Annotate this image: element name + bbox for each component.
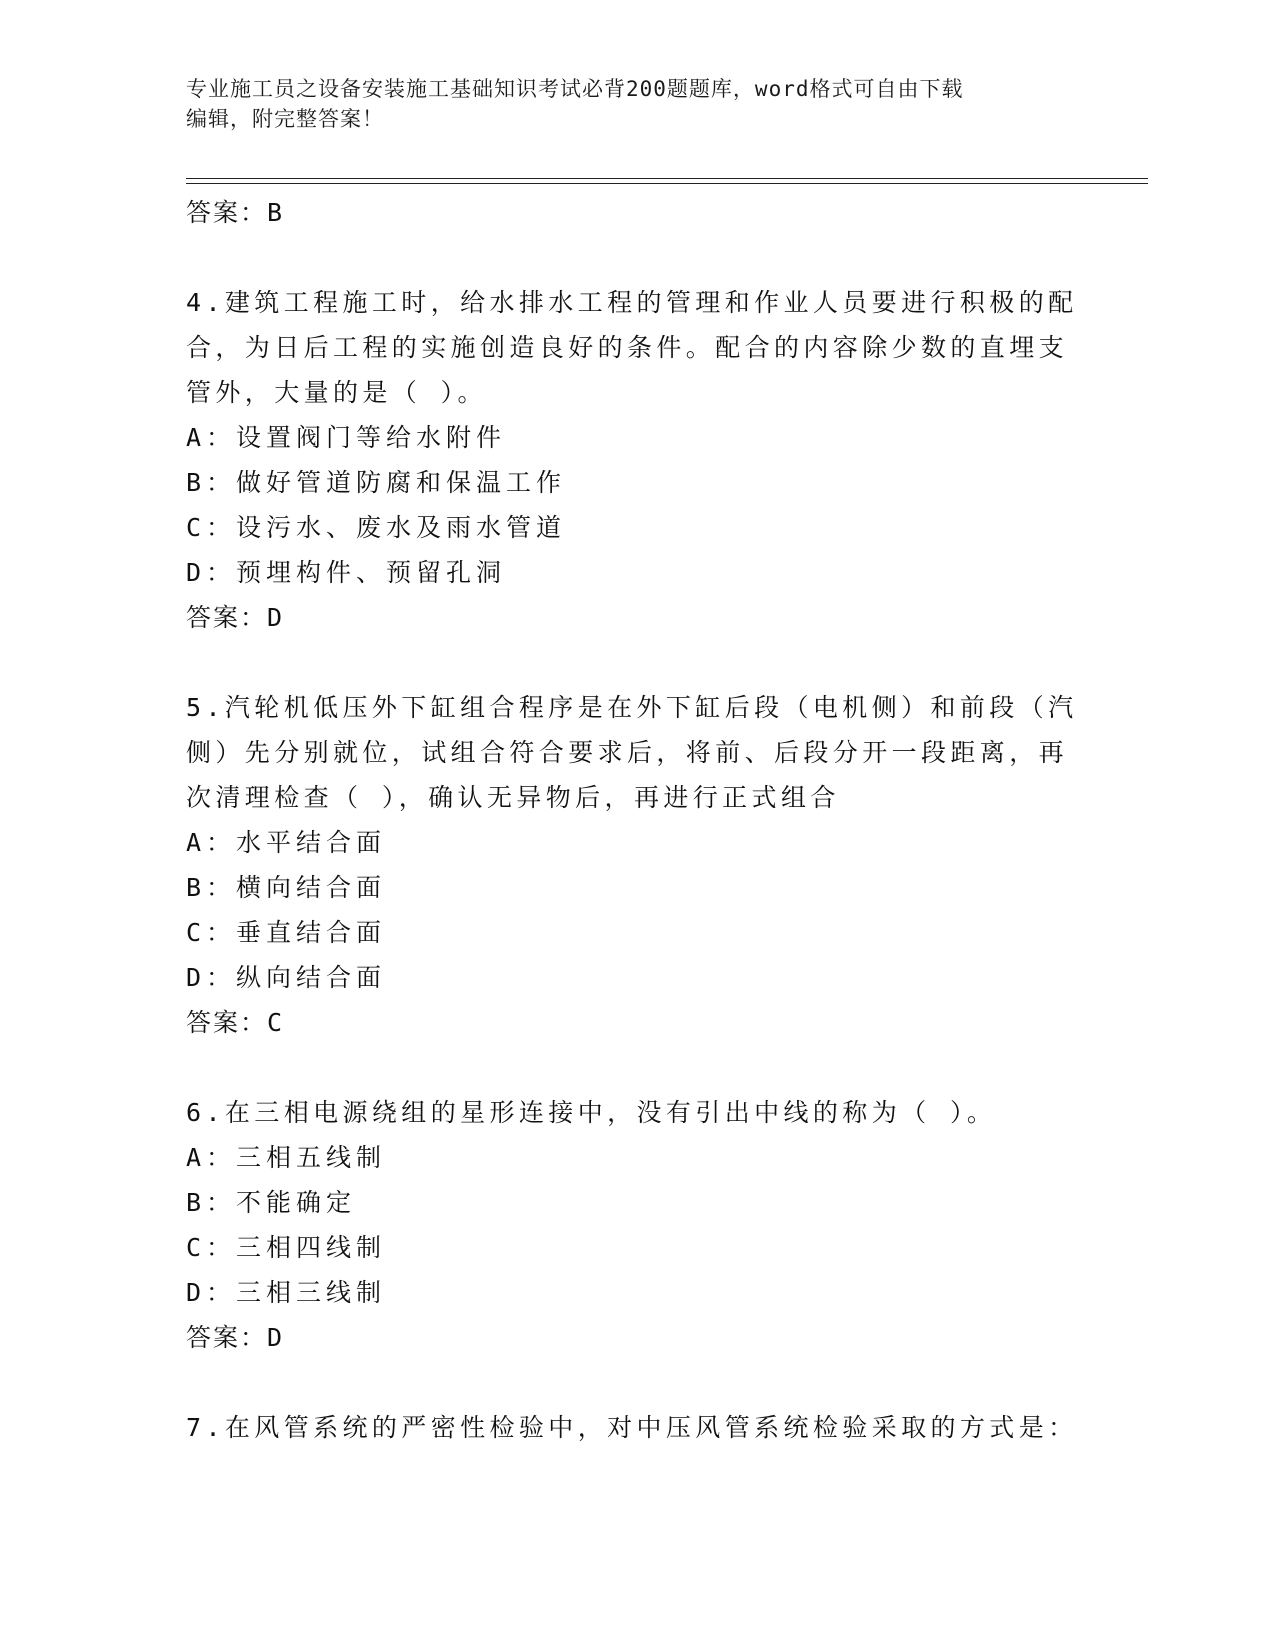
stem-line: 侧）先分别就位，试组合符合要求后，将前、后段分开一段距离，再 xyxy=(186,738,1069,767)
stem-line: 合，为日后工程的实施创造良好的条件。配合的内容除少数的直埋支 xyxy=(186,333,1069,362)
question-stem xyxy=(186,1405,1086,1450)
option-list xyxy=(186,415,1086,595)
stem-line: 管外，大量的是（ ）。 xyxy=(186,378,487,407)
stem-line: 4.建筑工程施工时，给水排水工程的管理和作业人员要进行积极的配 xyxy=(186,288,1078,317)
option-d: D：三相三线制 xyxy=(186,1278,387,1307)
question-list xyxy=(186,190,1086,1450)
option-list xyxy=(186,820,1086,1000)
question-6 xyxy=(186,1090,1086,1360)
option-a: A：水平结合面 xyxy=(186,828,387,857)
previous-answer: 答案：B xyxy=(186,198,285,227)
header-divider-bottom xyxy=(186,183,1148,184)
answer: 答案：C xyxy=(186,1008,285,1037)
stem-line: 次清理检查（ ），确认无异物后，再进行正式组合 xyxy=(186,783,840,812)
option-d: D：预埋构件、预留孔洞 xyxy=(186,558,507,587)
option-a: A：三相五线制 xyxy=(186,1143,387,1172)
option-b: B：横向结合面 xyxy=(186,873,387,902)
option-c: C：垂直结合面 xyxy=(186,918,387,947)
question-stem xyxy=(186,1090,1086,1135)
option-a: A：设置阀门等给水附件 xyxy=(186,423,507,452)
header-divider-top xyxy=(186,178,1148,179)
question-5 xyxy=(186,685,1086,1045)
stem-line: 7.在风管系统的严密性检验中，对中压风管系统检验采取的方式是： xyxy=(186,1413,1078,1442)
answer: 答案：D xyxy=(186,603,285,632)
question-4 xyxy=(186,280,1086,640)
header-title-line-1: 专业施工员之设备安装施工基础知识考试必背200题题库，word格式可自由下载 xyxy=(186,77,964,101)
question-stem xyxy=(186,685,1086,820)
header-title-line-2: 编辑，附完整答案！ xyxy=(186,107,384,131)
option-list xyxy=(186,1135,1086,1315)
answer: 答案：D xyxy=(186,1323,285,1352)
option-b: B：不能确定 xyxy=(186,1188,357,1217)
option-c: C：设污水、废水及雨水管道 xyxy=(186,513,567,542)
stem-line: 5.汽轮机低压外下缸组合程序是在外下缸后段（电机侧）和前段（汽 xyxy=(186,693,1078,722)
question-7 xyxy=(186,1405,1086,1450)
stem-line: 6.在三相电源绕组的星形连接中，没有引出中线的称为（ ）。 xyxy=(186,1098,997,1127)
option-d: D：纵向结合面 xyxy=(186,963,387,992)
option-c: C：三相四线制 xyxy=(186,1233,387,1262)
document-header xyxy=(186,74,1066,134)
question-stem xyxy=(186,280,1086,415)
option-b: B：做好管道防腐和保温工作 xyxy=(186,468,567,497)
